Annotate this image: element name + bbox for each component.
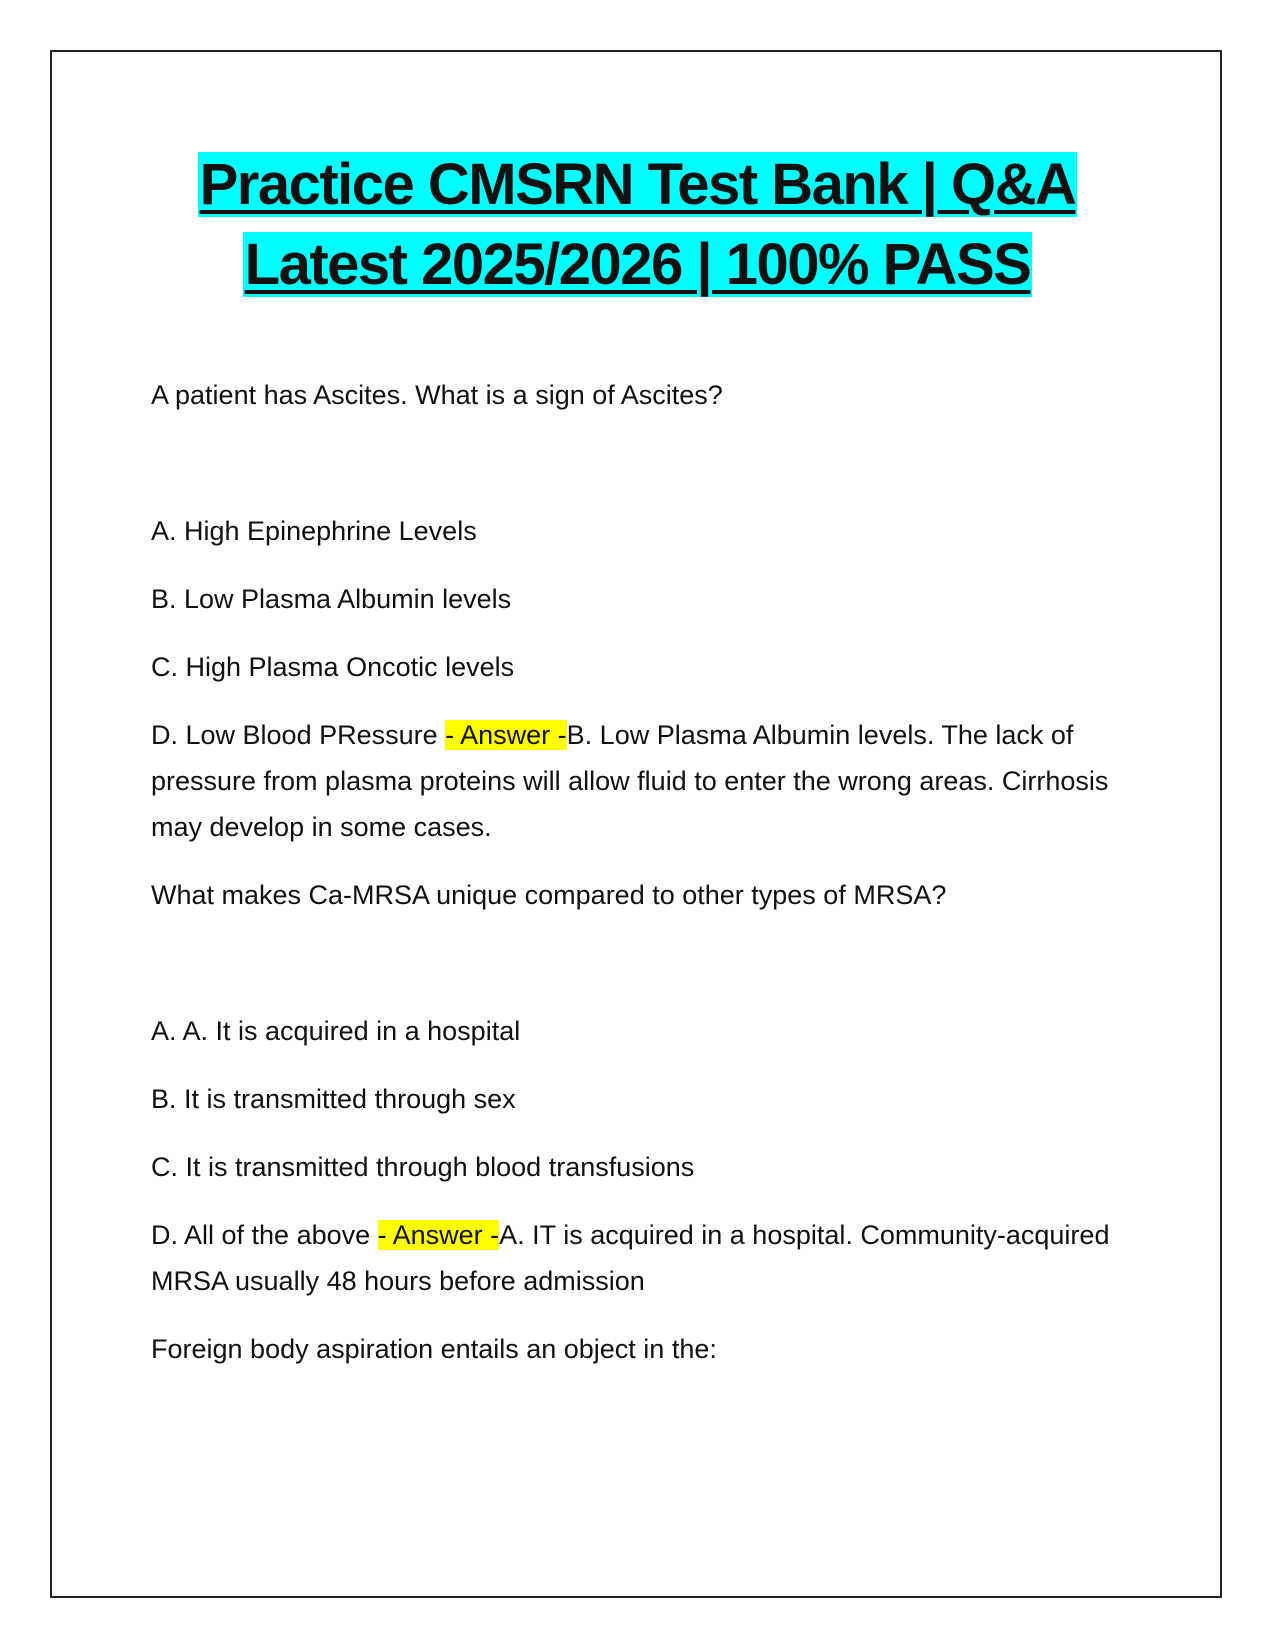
option-b: B. It is transmitted through sex — [151, 1084, 516, 1114]
answer-marker: - Answer - — [445, 720, 567, 750]
title-line-2: Latest 2025/2026 | 100% PASS — [244, 232, 1031, 297]
option-d: D. Low Blood PRessure — [151, 720, 446, 750]
title-line-1: Practice CMSRN Test Bank | Q&A — [199, 152, 1076, 217]
document-title — [100, 145, 1175, 305]
question-text: What makes Ca-MRSA unique compared to other types of MRSA? — [151, 880, 947, 910]
answer-text: A. IT is acquired in a hospital. Community-acquired MRSA usually 48 hours before admission — [151, 1220, 1110, 1296]
option-a: A. High Epinephrine Levels — [151, 516, 477, 546]
question-text: A patient has Ascites. What is a sign of Ascites? — [151, 380, 723, 410]
qa-content — [151, 372, 1131, 1372]
answer-marker: - Answer - — [377, 1220, 500, 1250]
question-block-3 — [151, 1326, 1131, 1372]
question-block-2 — [151, 872, 1131, 1304]
option-a: A. A. It is acquired in a hospital — [151, 1016, 521, 1046]
option-c: C. High Plasma Oncotic levels — [151, 652, 515, 682]
answer-text: B. Low Plasma Albumin levels. The lack of pressure from plasma proteins will allow fluid to enter the wrong areas. Cirrhosis may develop in some cases. — [151, 720, 1109, 842]
question-block-1 — [151, 372, 1131, 850]
option-d-with-answer — [151, 712, 1131, 850]
option-d-with-answer — [151, 1212, 1131, 1304]
option-b: B. Low Plasma Albumin levels — [151, 584, 512, 614]
option-d: D. All of the above — [151, 1220, 378, 1250]
question-text: Foreign body aspiration entails an object in the: — [151, 1334, 717, 1364]
option-c: C. It is transmitted through blood transfusions — [151, 1152, 695, 1182]
